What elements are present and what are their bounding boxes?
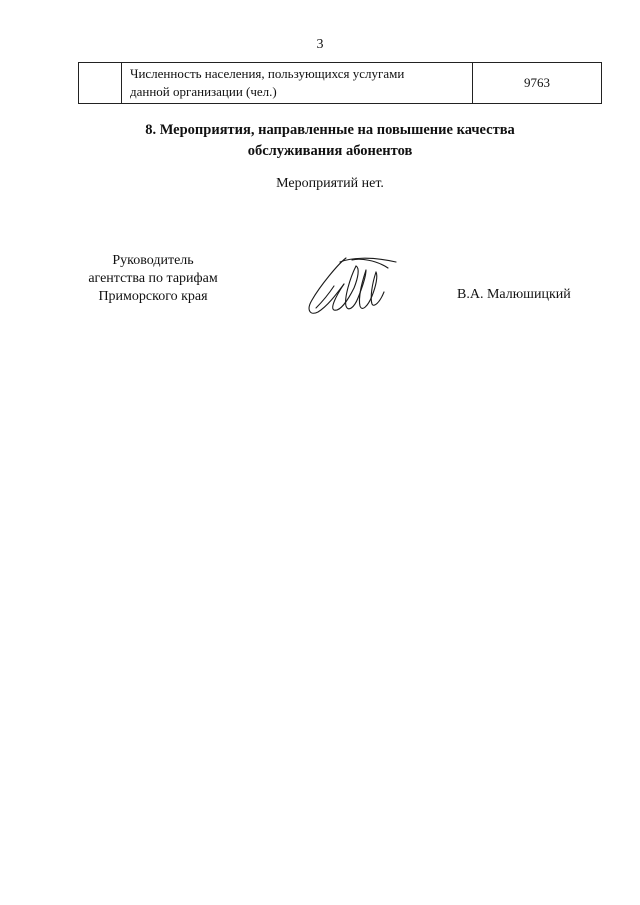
row-number-cell: [79, 63, 122, 104]
row-value-cell: 9763: [473, 63, 602, 104]
row-label-cell: [122, 63, 473, 104]
signer-position-line: Руководитель: [112, 253, 194, 268]
section-heading-line: 8. Мероприятия, направленные на повышение качества: [145, 122, 515, 138]
table-row: [79, 63, 602, 104]
row-label-line: данной организации (чел.): [130, 84, 277, 99]
handwritten-signature: [300, 248, 400, 323]
row-label-line: Численность населения, пользующихся услугами: [130, 66, 405, 81]
data-table: [78, 62, 602, 104]
signer-position: [68, 252, 238, 306]
page-number: 3: [316, 37, 324, 52]
section-heading-line: обслуживания абонентов: [247, 143, 413, 159]
signer-name: В.А. Малюшицкий: [457, 287, 571, 302]
section-body: Мероприятий нет.: [276, 176, 384, 191]
section-heading: [110, 120, 550, 162]
signer-position-line: агентства по тарифам: [88, 271, 218, 286]
signer-position-line: Приморского края: [98, 289, 208, 304]
